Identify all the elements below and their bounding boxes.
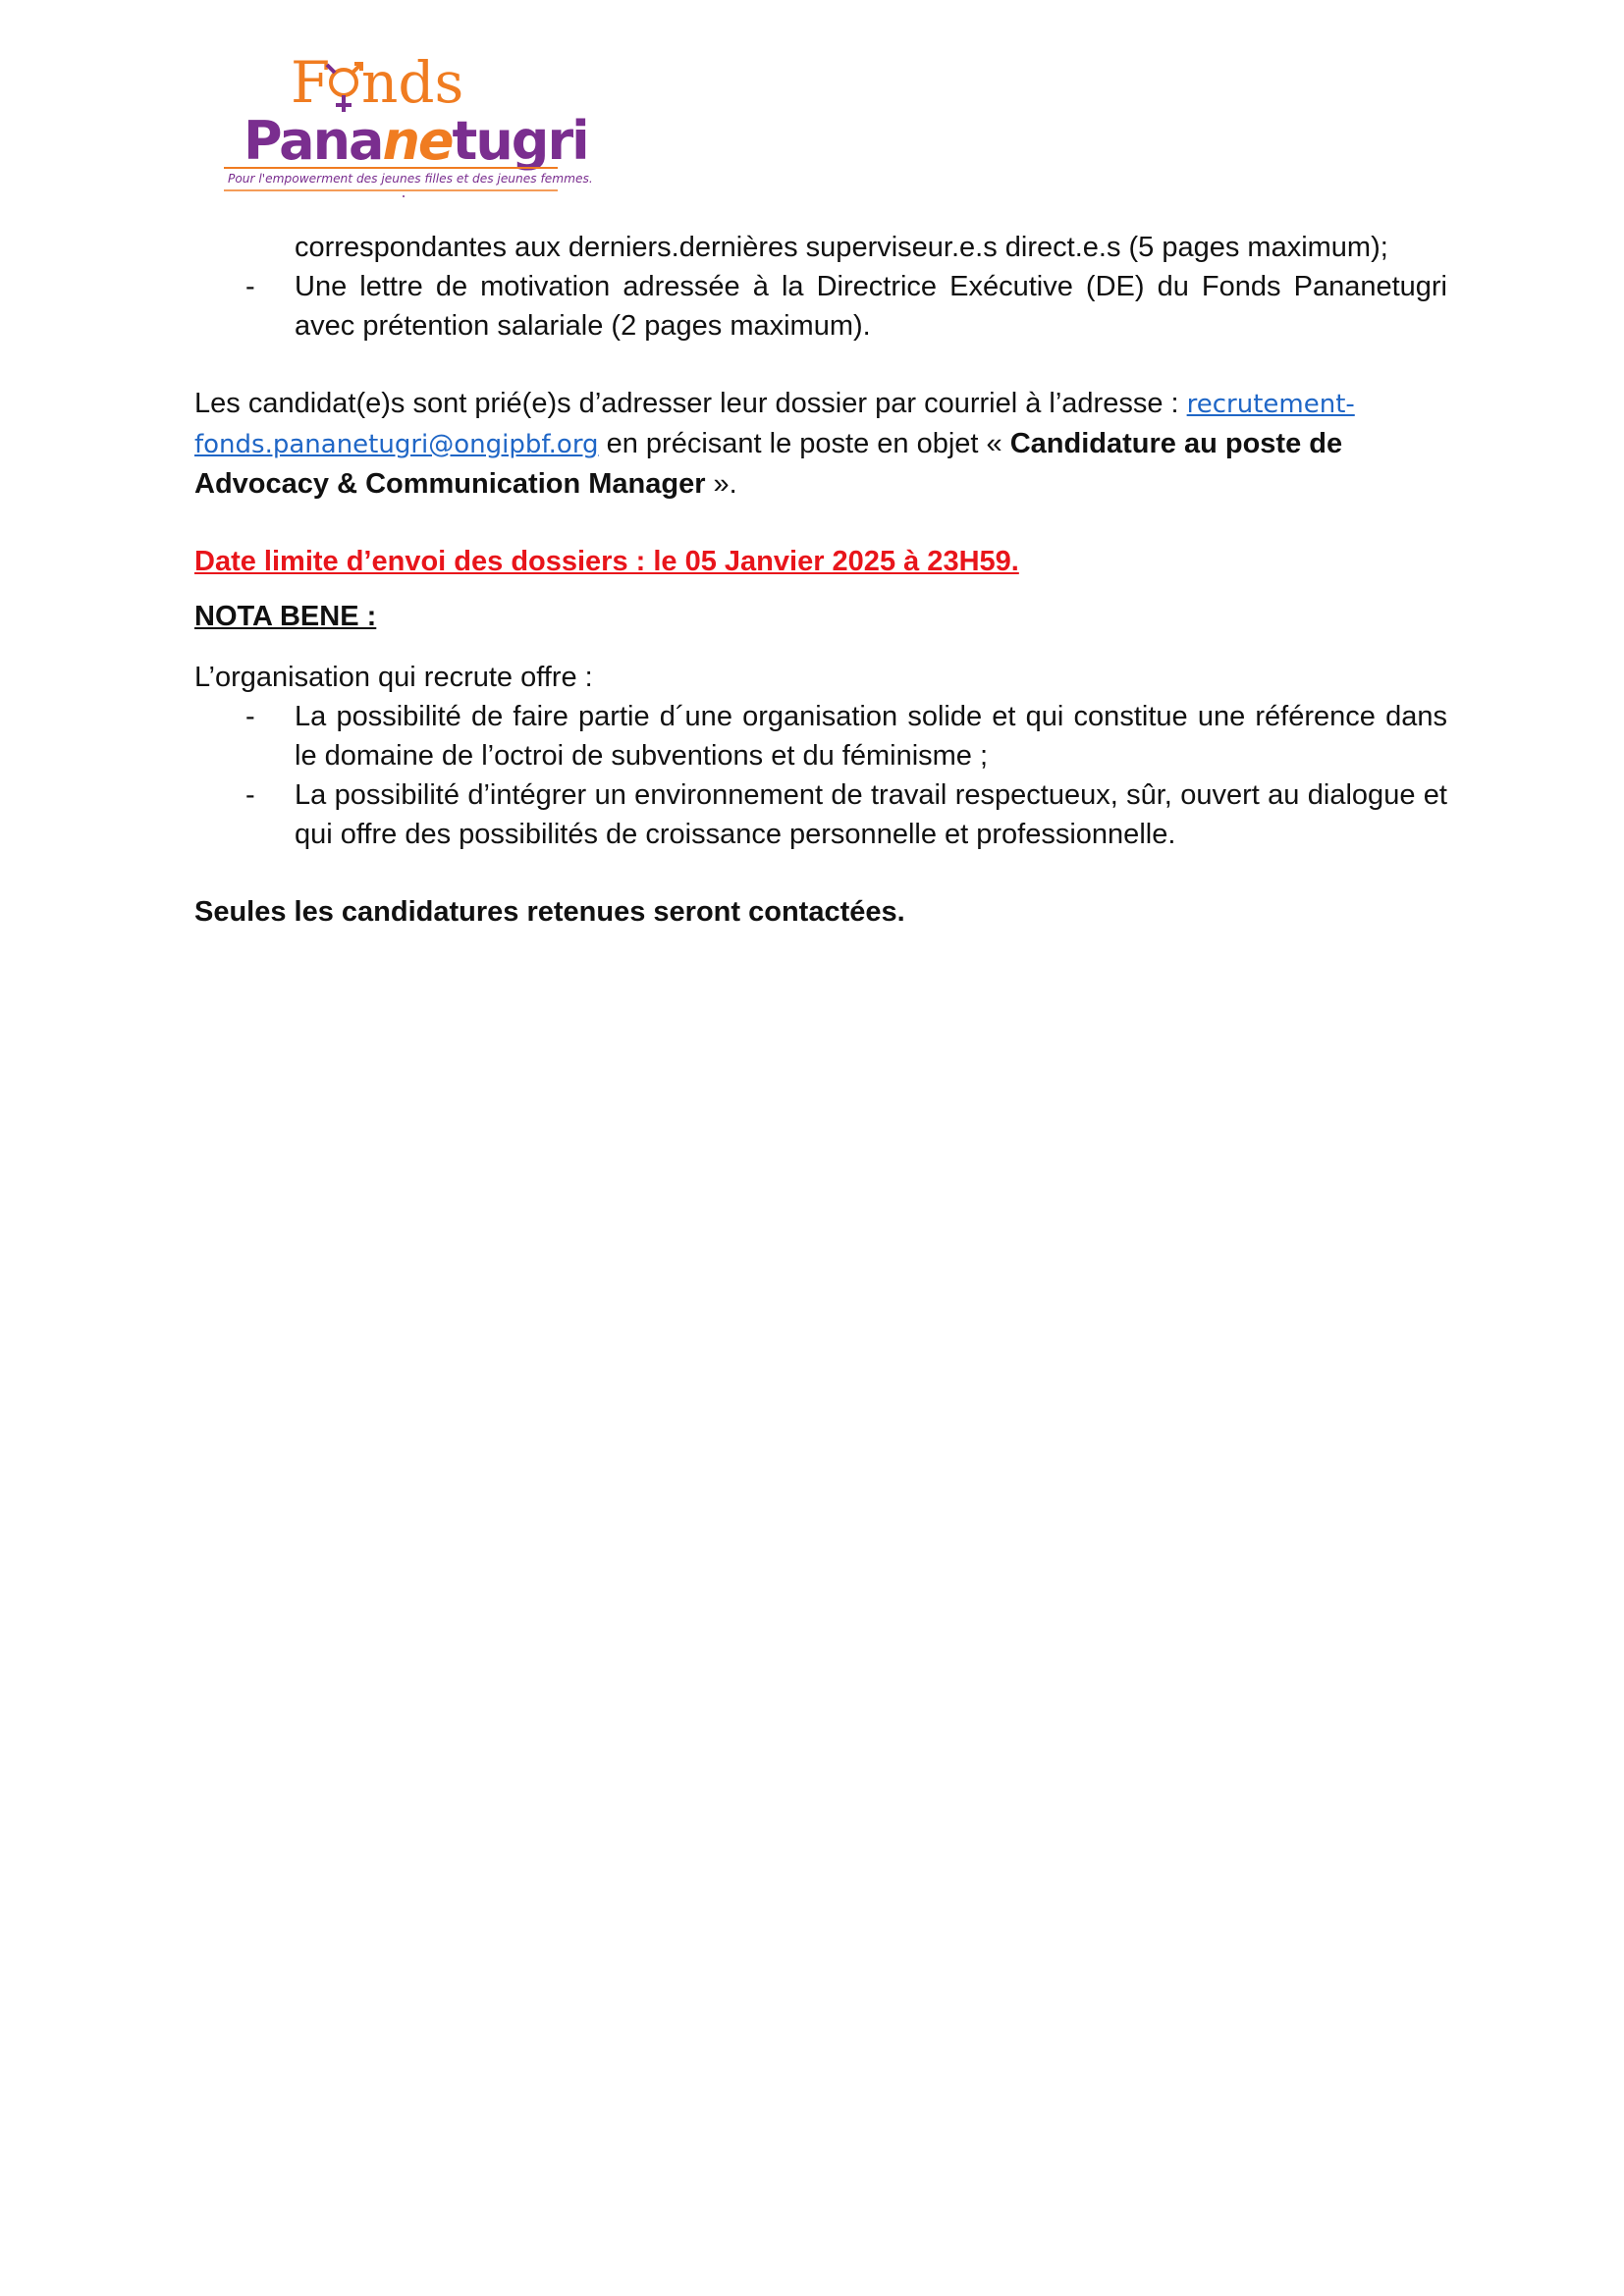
logo-tagline: Pour l'empowerment des jeunes filles et des jeunes femmes. (228, 172, 593, 186)
gender-symbol-icon (327, 64, 361, 112)
closing-note: Seules les candidatures retenues seront contactées. (194, 896, 905, 928)
deadline-notice: Date limite d’envoi des dossiers : le 05 Janvier 2025 à 23H59. (194, 546, 1019, 577)
document-body (194, 228, 1447, 932)
offer-intro: L’organisation qui recrute offre : (194, 662, 593, 693)
application-intro: Les candidat(e)s sont prié(e)s d’adresser leur dossier par courriel à l’adresse : (194, 388, 1187, 419)
fonds-pananetugri-logo (224, 43, 593, 200)
offer-item (194, 697, 1447, 775)
list-item-text: Une lettre de motivation adressée à la Directrice Exécutive (DE) du Fonds Pananetugri avec prétention salariale (2 pages maximum). (295, 271, 1447, 342)
svg-text:Pananetugri: Pananetugri (244, 110, 588, 172)
bullet-marker: - (245, 701, 255, 732)
documents-list (194, 267, 1447, 346)
bullet-continuation: correspondantes aux derniers.dernières superviseur.e.s direct.e.s (5 pages maximum); (295, 232, 1388, 263)
application-instructions (194, 384, 1447, 504)
svg-text:nds: nds (361, 49, 464, 116)
application-subject: Candidature au poste de Advocacy & Communication Manager (194, 428, 1343, 500)
offer-item-text: La possibilité de faire partie d´une organisation solide et qui constitue une référence dans le domaine de l’octroi de subventions et du féminisme ; (295, 701, 1447, 772)
offer-item (194, 775, 1447, 854)
bullet-marker: - (245, 779, 255, 811)
offer-list (194, 697, 1447, 854)
svg-text:F: F (291, 49, 331, 116)
bullet-marker: - (245, 271, 255, 302)
list-item-motivation-letter (194, 267, 1447, 346)
application-middle: en précisant le poste en objet « (598, 428, 1010, 459)
email-link[interactable]: recrutement-fonds.pananetugri@ongipbf.org (194, 390, 1355, 459)
nota-bene-heading: NOTA BENE : (194, 601, 377, 632)
application-end: ». (705, 468, 737, 500)
offer-item-text: La possibilité d’intégrer un environnement de travail respectueux, sûr, ouvert au dialogue et qui offre des possibilités de croissance personnelle et professionnelle. (295, 779, 1447, 850)
